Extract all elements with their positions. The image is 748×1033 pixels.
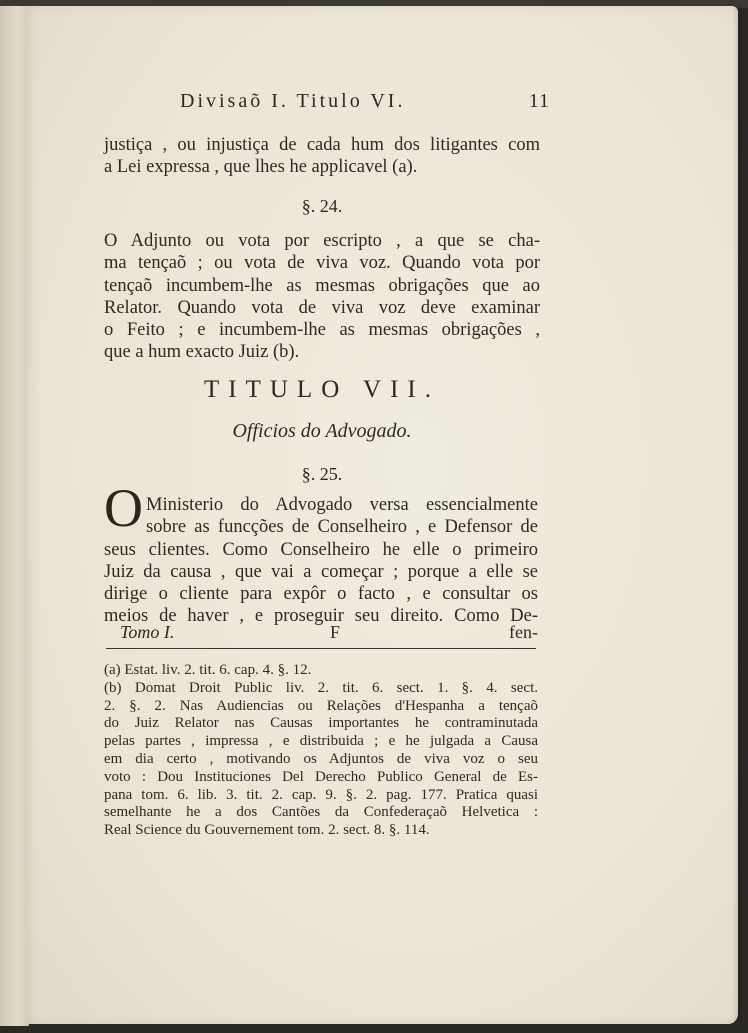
titulo-heading: TITULO VII. — [204, 376, 440, 403]
footnote-line: (a) Estat. liv. 2. tit. 6. cap. 4. §. 12. — [104, 662, 312, 678]
text-line: meios de haver , e proseguir seu direito. Como De- — [104, 606, 538, 627]
text-line: dirige o cliente para expôr o facto , e consultar os — [104, 584, 538, 605]
footnote-line: voto : Dou Instituciones Del Derecho Publico General de Es- — [104, 768, 538, 785]
footnotes — [104, 662, 538, 840]
footnote-line: (b) Domat Droit Public liv. 2. tit. 6. sect. 1. §. 4. sect. — [104, 679, 538, 696]
footnote-line: semelhante he a dos Cantões da Confederaçaõ Helvetica : — [104, 804, 538, 821]
text-line: seus clientes. Como Conselheiro he elle o primeiro — [104, 539, 538, 560]
signature-mark: F — [330, 622, 341, 642]
paragraph-continuation — [104, 134, 540, 179]
text-line: Juiz da causa , que vai a começar ; porque a elle se — [104, 561, 538, 582]
catchword: fen- — [509, 622, 538, 642]
section-25-first-lines — [146, 494, 538, 539]
page-number: 11 — [528, 90, 550, 112]
section-25-heading: §. 25. — [301, 464, 343, 484]
running-head — [180, 90, 550, 113]
text-line: a Lei expressa , que lhes he applicavel (a). — [104, 157, 418, 178]
footnote-line: pelas partes , impressa , e distribuida ; e he julgada a Causa — [104, 733, 538, 750]
drop-cap: O — [104, 478, 143, 538]
text-line: tençaõ incumbem-lhe as mesmas obrigações que ao — [104, 275, 540, 296]
text-line: Ministerio do Advogado versa essencialmente — [146, 495, 538, 515]
text-line: justiça , ou injustiça de cada hum dos litigantes com — [104, 135, 540, 155]
volume-label: Tomo I. — [120, 622, 175, 642]
text-line: que a hum exacto Juiz (b). — [104, 342, 300, 363]
section-24-paragraph — [104, 230, 540, 364]
footnote-line: 2. §. 2. Nas Audiencias ou Relações d'Hespanha a tençaõ — [104, 697, 538, 714]
footnote-line: do Juiz Relator nas Causas importantes he contraminutada — [104, 715, 538, 732]
footnote-line: em dia certo , motivando os Adjuntos de viva voz o seu — [104, 750, 538, 767]
footnote-line: pana tom. 6. lib. 3. tit. 2. cap. 9. §. 2. pag. 177. Pratica quasi — [104, 786, 538, 803]
section-25-paragraph — [104, 539, 538, 628]
text-line: Relator. Quando vota de viva voz deve examinar — [104, 297, 540, 318]
running-head-title: Divisaõ I. Titulo VI. — [180, 90, 406, 112]
facing-page-edge — [0, 6, 29, 1026]
titulo-subheading: Officios do Advogado. — [232, 420, 412, 442]
footnote-divider — [106, 648, 536, 649]
text-line: O Adjunto ou vota por escripto , a que se cha- — [104, 231, 540, 251]
text-line: ma tençaõ ; ou vota de viva voz. Quando vota por — [104, 253, 540, 274]
text-line: sobre as funcções de Conselheiro , e Defensor de — [146, 517, 538, 538]
section-24-heading: §. 24. — [301, 196, 343, 216]
footnote-line: Real Science du Gouvernement tom. 2. sect. 8. §. 114. — [104, 822, 430, 839]
text-line: o Feito ; e incumbem-lhe as mesmas obrigações , — [104, 320, 540, 341]
page-edge-shadow — [732, 6, 742, 1022]
